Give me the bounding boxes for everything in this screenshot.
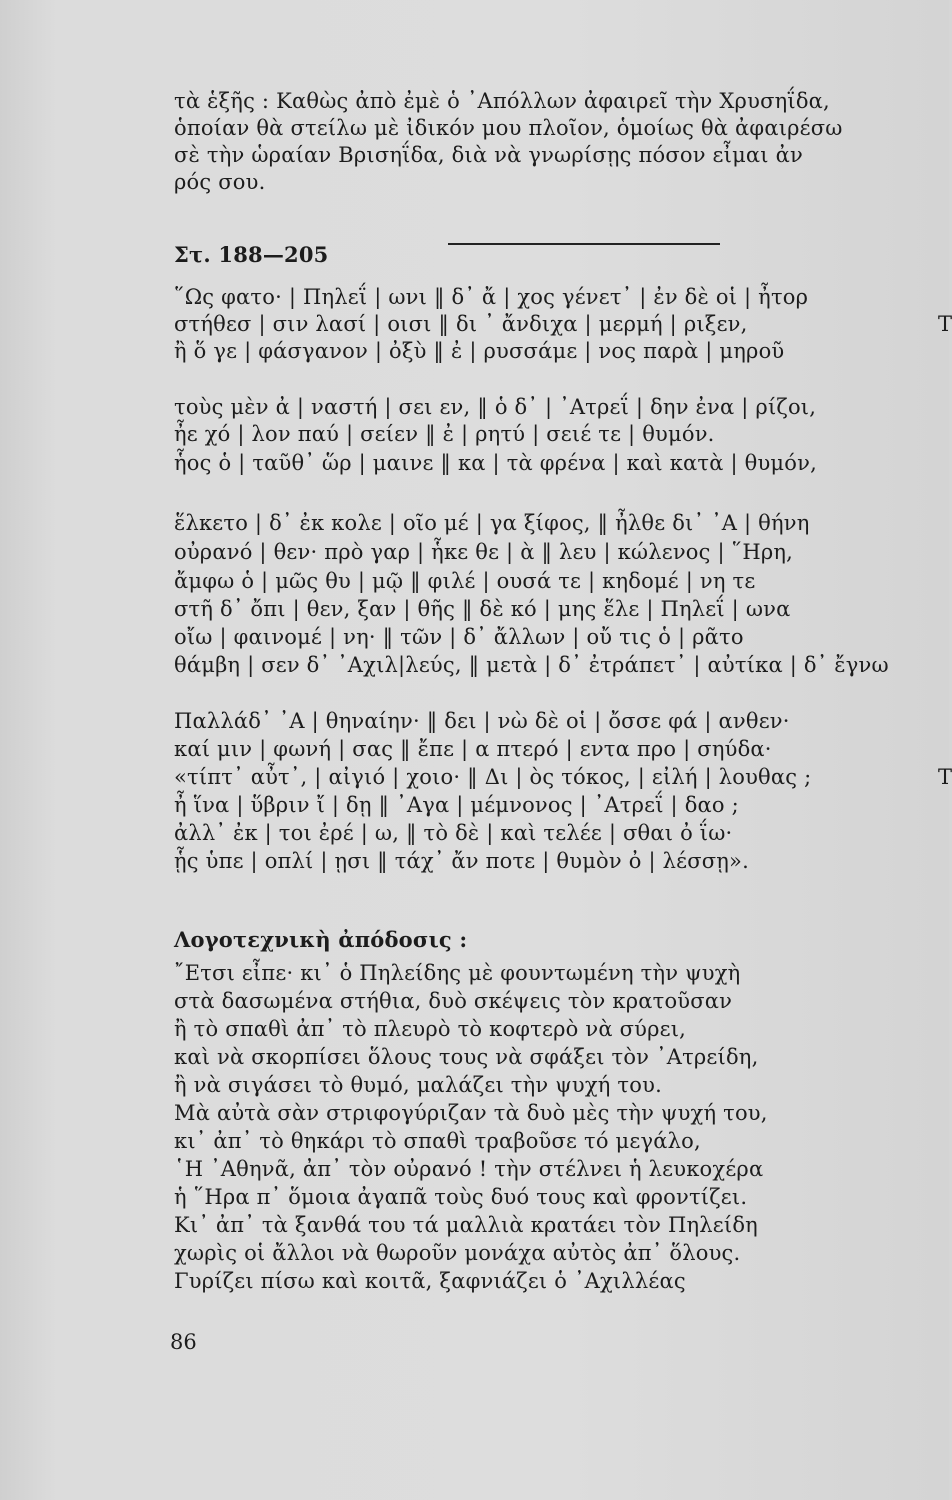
verse-line: «τίπτ᾿ αὖτ᾿, | αἰγιό | χοιο· ‖ Δι | ὸς τόκος, | εἰλή | λουθας ; bbox=[174, 765, 812, 789]
page-number: 86 bbox=[170, 1330, 197, 1354]
section-divider bbox=[448, 243, 720, 245]
verse-line: ἄμφω ὁ | μῶς θυ | μῷ ‖ φιλέ | ουσά τε | κηδομέ | νη τε bbox=[174, 569, 756, 593]
verse-line: ῞Ως φατο· | Πηλεΐ | ωνι ‖ δ᾿ ἄ | χος γένετ᾿ | ἐν δὲ οἱ | ἦτορ bbox=[174, 285, 809, 309]
verse-line: οἴω | φαινομέ | νη· ‖ τῶν | δ᾿ ἄλλων | οὔ τις ὁ | ρᾶτο bbox=[174, 625, 744, 649]
translation-line: ἡ ῞Ηρα π᾿ ὅμοια ἀγαπᾶ τοὺς δυό τους καὶ φροντίζει. bbox=[174, 1185, 748, 1209]
verse-line: ἦε χό | λον παύ | σείεν ‖ ἐ | ρητύ | σειέ τε | θυμόν. bbox=[174, 422, 715, 446]
verse-line: Παλλάδ᾿ ᾿Α | θηναίην· ‖ δει | νὼ δὲ οἱ | ὄσσε φά | ανθεν· bbox=[174, 709, 790, 733]
margin-mark: T bbox=[938, 312, 952, 336]
verse-line: ᾗς ὑπε | οπλί | ῃσι ‖ τάχ᾿ ἄν ποτε | θυμὸν ὀ | λέσσῃ». bbox=[174, 849, 749, 873]
margin-mark: T bbox=[938, 765, 952, 789]
translation-line: Γυρίζει πίσω καὶ κοιτᾶ, ξαφνιάζει ὁ ᾿Αχιλλέας bbox=[174, 1269, 686, 1293]
verse-line: ἧος ὁ | ταῦθ᾿ ὥρ | μαινε ‖ κα | τὰ φρένα | καὶ κατὰ | θυμόν, bbox=[174, 451, 817, 475]
verse-line: ἦ ἵνα | ὕβριν ἴ | δῃ ‖ ᾿Αγα | μέμνονος | ᾿Ατρεΐ | δαο ; bbox=[174, 793, 739, 817]
translation-line: Μὰ αὐτὰ σὰν στριφογύριζαν τὰ δυὸ μὲς τὴν ψυχή του, bbox=[174, 1101, 768, 1125]
translation-line: ἢ νὰ σιγάσει τὸ θυμό, μαλάζει τὴν ψυχή του. bbox=[174, 1073, 662, 1097]
verse-line: ἢ ὅ γε | φάσγανον | ὀξὺ ‖ ἐ | ρυσσάμε | νος παρὰ | μηροῦ bbox=[174, 339, 785, 363]
translation-line: καὶ νὰ σκορπίσει ὅλους τους νὰ σφάξει τὸν ᾿Ατρείδη, bbox=[174, 1045, 759, 1069]
intro-line: ρός σου. bbox=[174, 170, 266, 194]
intro-line: ὁποίαν θὰ στείλω μὲ ἰδικόν μου πλοῖον, ὁμοίως θὰ ἀφαιρέσω bbox=[174, 116, 843, 140]
intro-line: τὰ ἑξῆς : Καθὼς ἀπὸ ἐμὲ ὁ ᾿Απόλλων ἀφαιρεῖ τὴν Χρυσηΐδα, bbox=[174, 89, 830, 113]
translation-line: στὰ δασωμένα στήθια, δυὸ σκέψεις τὸν κρατοῦσαν bbox=[174, 989, 733, 1013]
verse-line: οὐρανό | θεν· πρὸ γαρ | ἧκε θε | ὰ ‖ λευ | κώλενος | ῞Ηρη, bbox=[174, 540, 794, 564]
translation-line: Κι᾿ ἀπ᾿ τὰ ξανθά του τά μαλλιὰ κρατάει τὸν Πηλείδη bbox=[174, 1213, 758, 1237]
translation-line: ἢ τὸ σπαθὶ ἀπ᾿ τὸ πλευρὸ τὸ κοφτερὸ νὰ σύρει, bbox=[174, 1017, 687, 1041]
verse-line: ἕλκετο | δ᾿ ἐκ κολε | οῖο μέ | γα ξίφος, ‖ ἦλθε δι᾿ ᾿Α | θήνη bbox=[174, 511, 810, 535]
intro-line: σὲ τὴν ὡραίαν Βρισηΐδα, διὰ νὰ γνωρίσῃς πόσον εἶμαι ἀν bbox=[174, 143, 803, 167]
translation-line: κι᾿ ἀπ᾿ τὸ θηκάρι τὸ σπαθὶ τραβοῦσε τό μεγάλο, bbox=[174, 1129, 701, 1153]
verse-line: στῆ δ᾿ ὄπι | θεν, ξαν | θῆς ‖ δὲ κό | μης ἕλε | Πηλεΐ | ωνα bbox=[174, 597, 791, 621]
translation-heading: Λογοτεχνικὴ ἀπόδοσις : bbox=[174, 927, 468, 952]
verse-line: τοὺς μὲν ἀ | ναστή | σει εν, ‖ ὁ δ᾿ | ᾿Ατρεΐ | δην ἐνα | ρίζοι, bbox=[174, 395, 817, 419]
translation-line: ῎Ετσι εἶπε· κι᾿ ὁ Πηλείδης μὲ φουντωμένη τὴν ψυχὴ bbox=[174, 961, 741, 985]
verse-line: ἀλλ᾿ ἐκ | τοι ἐρέ | ω, ‖ τὸ δὲ | καὶ τελέε | σθαι ὀ ΐω· bbox=[174, 821, 733, 845]
verse-line: στήθεσ | σιν λασί | οισι ‖ δι ᾿ ἄνδιχα | μερμή | ριξεν, bbox=[174, 312, 748, 336]
verse-line: καί μιν | φωνή | σας ‖ ἔπε | α πτερό | εντα προ | σηύδα· bbox=[174, 737, 772, 761]
translation-line: χωρὶς οἱ ἄλλοι νὰ θωροῦν μονάχα αὐτὸς ἀπ᾿ ὅλους. bbox=[174, 1241, 741, 1265]
section-heading: Στ. 188—205 bbox=[174, 242, 329, 267]
translation-line: ῾Η ᾿Αθηνᾶ, ἀπ᾿ τὸν οὐρανό ! τὴν στέλνει ἡ λευκοχέρα bbox=[174, 1157, 764, 1181]
verse-line: θάμβη | σεν δ᾿ ᾿Αχιλ|λεύς, ‖ μετὰ | δ᾿ ἐτράπετ᾿ | αὐτίκα | δ᾿ ἔγνω bbox=[174, 653, 889, 677]
